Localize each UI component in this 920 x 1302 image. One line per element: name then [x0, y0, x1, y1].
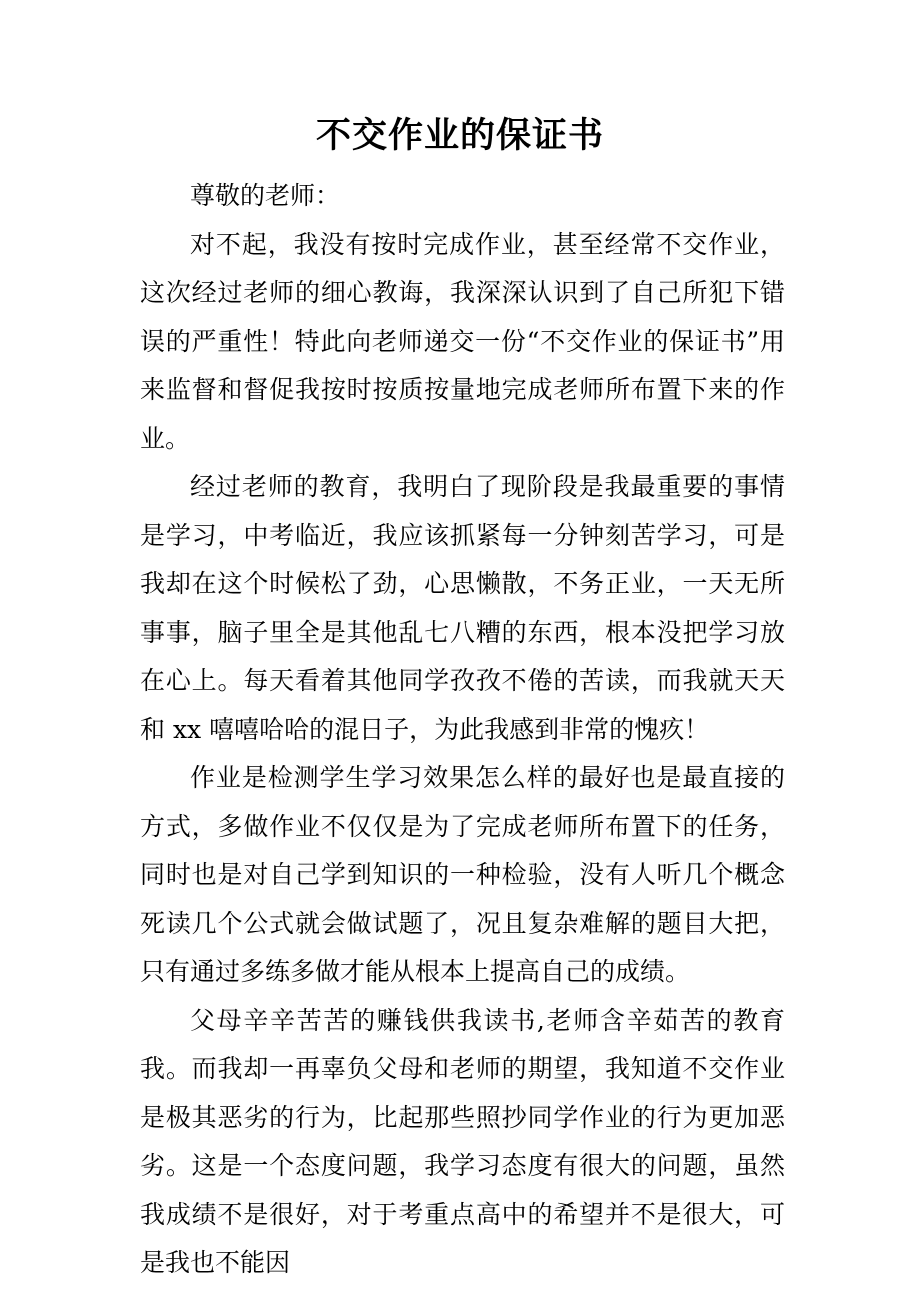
paragraph-2: 经过老师的教育，我明白了现阶段是我最重要的事情是学习，中考临近，我应该抓紧每一分钟刻苦学习，可是我却在这个时候松了劲，心思懒散，不务正业，一天无所事事，脑子里全是其他乱七八糟的东西，根本没把学习放在心上。每天看着其他同学孜孜不倦的苦读，而我就天天和 xx 嘻嘻哈哈的混日子，为此我感到非常的愧疚！ [140, 472, 785, 744]
paragraph-4: 父母辛辛苦苦的赚钱供我读书,老师含辛茹苦的教育我。而我却一再辜负父母和老师的期望，我知道不交作业是极其恶劣的行为，比起那些照抄同学作业的行为更加恶劣。这是一个态度问题，我学习态度有很大的问题，虽然我成绩不是很好，对于考重点高中的希望并不是很大，可是我也不能因 [140, 1005, 785, 1277]
salutation: 尊敬的老师： [190, 181, 341, 210]
paragraph-3: 作业是检测学生学习效果怎么样的最好也是最直接的方式，多做作业不仅仅是为了完成老师所布置下的任务，同时也是对自己学到知识的一种检验，没有人听几个概念死读几个公式就会做试题了，况且复杂难解的题目大把，只有通过多练多做才能从根本上提高自己的成绩。 [140, 763, 785, 986]
paragraph-1: 对不起，我没有按时完成作业，甚至经常不交作业，这次经过老师的细心教诲，我深深认识到了自己所犯下错误的严重性！特此向老师递交一份“不交作业的保证书”用来监督和督促我按时按质按量地完成老师所布置下来的作业。 [140, 229, 785, 453]
document-body [140, 172, 785, 1288]
document-title: 不交作业的保证书 [315, 115, 604, 156]
